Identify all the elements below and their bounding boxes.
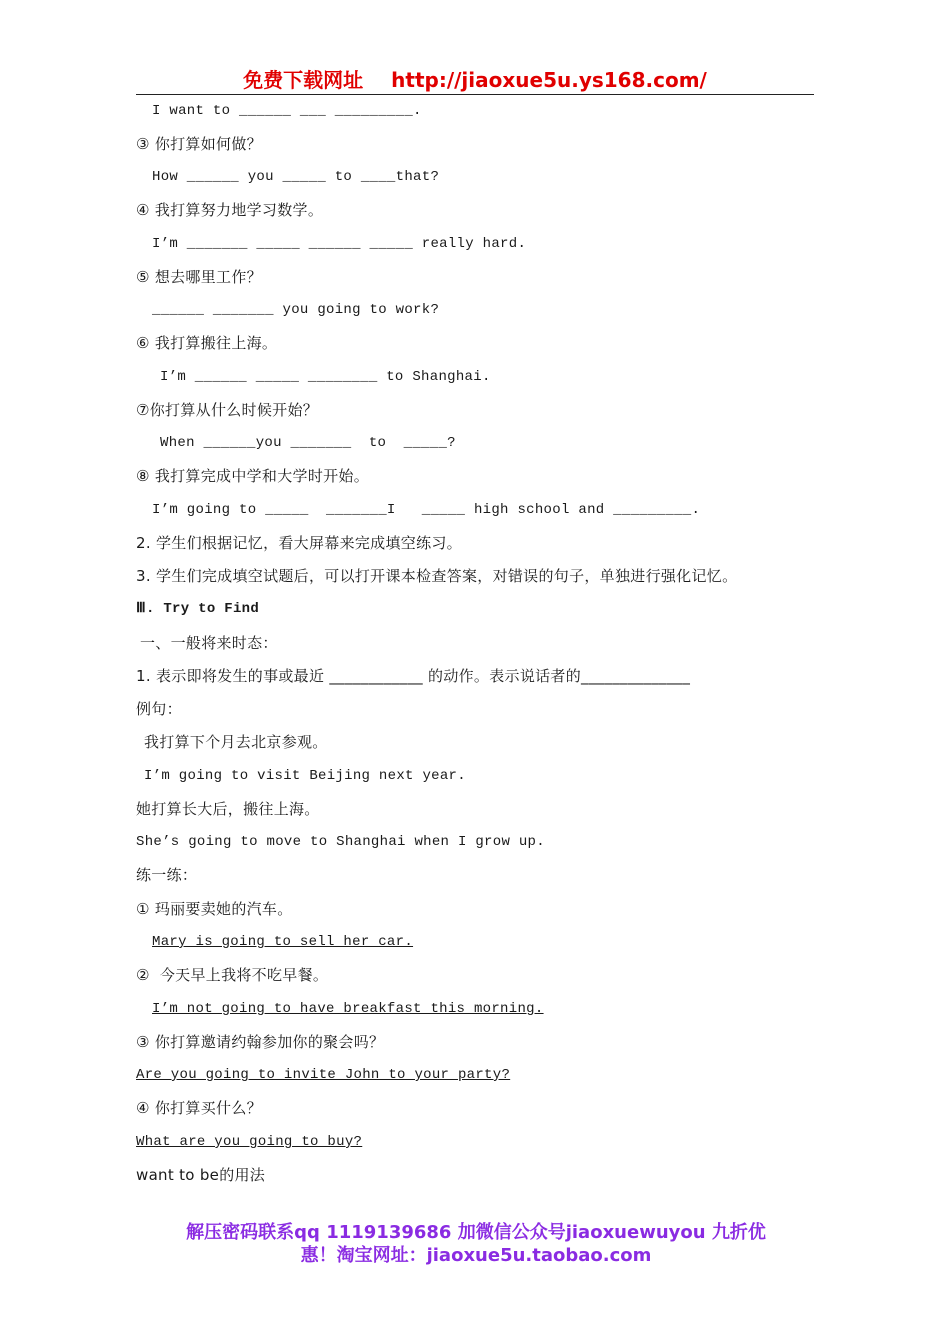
text-line: 例句：	[136, 700, 182, 718]
text-line: I’m _______ _____ ______ _____ really hard.	[152, 236, 527, 252]
text-line: 我打算下个月去北京参观。	[144, 733, 328, 751]
text-line: 2. 学生们根据记忆，看大屏幕来完成填空练习。	[136, 534, 462, 552]
header-url-link[interactable]: http://jiaoxue5u.ys168.com/	[391, 68, 707, 92]
text-line: She’s going to move to Shanghai when I grow up.	[136, 834, 545, 850]
text-line: 她打算长大后，搬往上海。	[136, 800, 320, 818]
answer-line: I’m not going to have breakfast this morning.	[152, 1001, 544, 1017]
text-line: When ______you _______ to _____?	[160, 435, 456, 451]
footer-line-2: 惠！淘宝网址：jiaoxue5u.taobao.com	[300, 1245, 652, 1266]
section-heading: Ⅲ. Try to Find	[136, 601, 260, 617]
text-line: How ______ you _____ to ____that?	[152, 169, 440, 185]
answer-line: Are you going to invite John to your party?	[136, 1067, 511, 1083]
text-line: ④ 你打算买什么？	[136, 1099, 262, 1117]
text-line: I want to ______ ___ _________.	[152, 103, 422, 119]
page-header	[136, 66, 814, 95]
text-line: 1. 表示即将发生的事或最近 ____________ 的动作。表示说话者的______________	[136, 667, 691, 685]
text-line: I’m going to _____ _______I _____ high school and _________.	[152, 502, 701, 518]
text-line: ① 玛丽要卖她的汽车。	[136, 900, 293, 918]
text-line: ⑥ 我打算搬往上海。	[136, 334, 278, 352]
answer-line: What are you going to buy?	[136, 1134, 363, 1150]
text-line: ③ 你打算如何做？	[136, 135, 262, 153]
text-line: ④ 我打算努力地学习数学。	[136, 201, 324, 219]
text-line: ② 今天早上我将不吃早餐。	[136, 966, 329, 984]
text-line: ______ _______ you going to work?	[152, 302, 440, 318]
footer-line-1: 解压密码联系qq 1119139686 加微信公众号jiaoxuewuyou 九折优	[186, 1222, 766, 1243]
text-line: ⑦你打算从什么时候开始？	[136, 401, 319, 419]
text-line: I’m ______ _____ ________ to Shanghai.	[160, 369, 491, 385]
text-line: ③ 你打算邀请约翰参加你的聚会吗？	[136, 1033, 385, 1051]
text-line: I’m going to visit Beijing next year.	[144, 768, 466, 784]
text-line: 3. 学生们完成填空试题后，可以打开课本检查答案，对错误的句子，单独进行强化记忆。	[136, 567, 738, 585]
text-line: want to be的用法	[136, 1166, 266, 1184]
header-download-label: 免费下载网址	[243, 68, 364, 92]
text-line: 一、一般将来时态：	[140, 634, 278, 652]
text-line: 练一练：	[136, 866, 198, 884]
text-line: ⑤ 想去哪里工作？	[136, 268, 262, 286]
answer-line: Mary is going to sell her car.	[152, 934, 414, 950]
text-line: ⑧ 我打算完成中学和大学时开始。	[136, 467, 370, 485]
